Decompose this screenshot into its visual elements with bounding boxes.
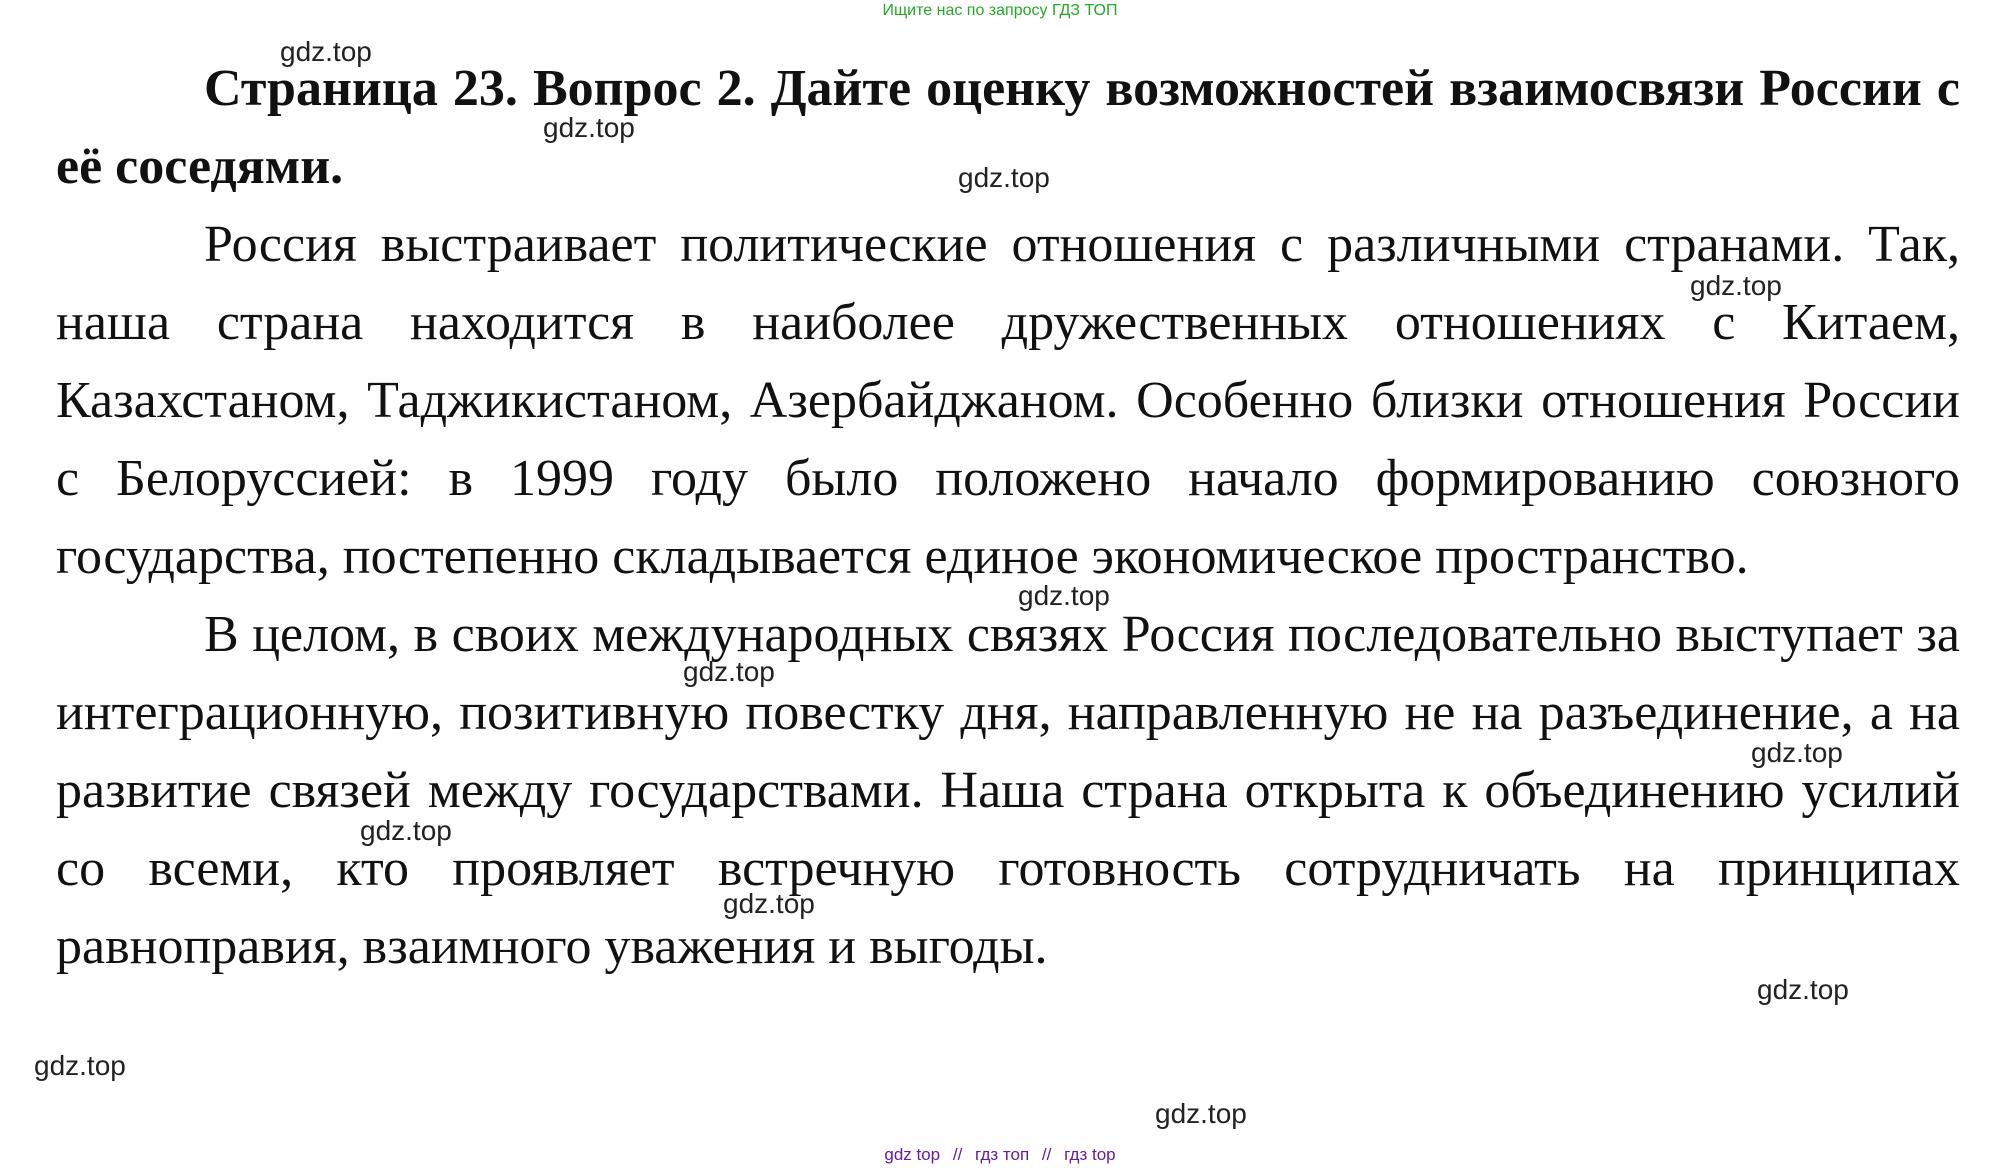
footer-links: [0, 1145, 2000, 1165]
watermark: gdz.top: [723, 888, 815, 919]
watermark: gdz.top: [34, 1050, 126, 1081]
watermark: gdz.top: [1751, 737, 1843, 768]
watermark: gdz.top: [280, 36, 372, 67]
watermark: gdz.top: [958, 162, 1050, 193]
watermark: gdz.top: [360, 815, 452, 846]
footer-link[interactable]: гдз топ: [975, 1145, 1030, 1164]
watermark: gdz.top: [683, 656, 775, 687]
question-heading: Страница 23. Вопрос 2. Дайте оценку возможностей взаимосвязи России с её соседями.: [56, 60, 1960, 195]
footer-separator: //: [1041, 1145, 1052, 1164]
footer-link[interactable]: gdz top: [884, 1145, 941, 1164]
footer-separator: //: [952, 1145, 963, 1164]
watermark: gdz.top: [1690, 270, 1782, 301]
watermark: gdz.top: [1018, 580, 1110, 611]
watermark: gdz.top: [543, 112, 635, 143]
answer-paragraph-2: В целом, в своих международных связях Россия последовательно выступает за интеграционную, позитивную повестку дня, направленную не на разъединение, а на развитие связей между государствами. Наша страна открыта к объединению усилий со всеми, кто проявляет встречную готовность сотрудничать на принципах равноправия, взаимного уважения и выгоды.: [56, 606, 1960, 975]
watermark: gdz.top: [1757, 974, 1849, 1005]
footer-link[interactable]: гдз top: [1064, 1145, 1116, 1164]
answer-paragraph-1: Россия выстраивает политические отношения с различными странами. Так, наша страна находится в наиболее дружественных отношениях с Китаем, Казахстаном, Таджикистаном, Азербайджаном. Особенно близки отношения России с Белоруссией: в 1999 году было положено начало формированию союзного государства, постепенно складывается единое экономическое пространство.: [56, 216, 1960, 585]
top-banner: Ищите нас по запросу ГДЗ ТОП: [882, 2, 1118, 19]
watermark: gdz.top: [1155, 1098, 1247, 1129]
